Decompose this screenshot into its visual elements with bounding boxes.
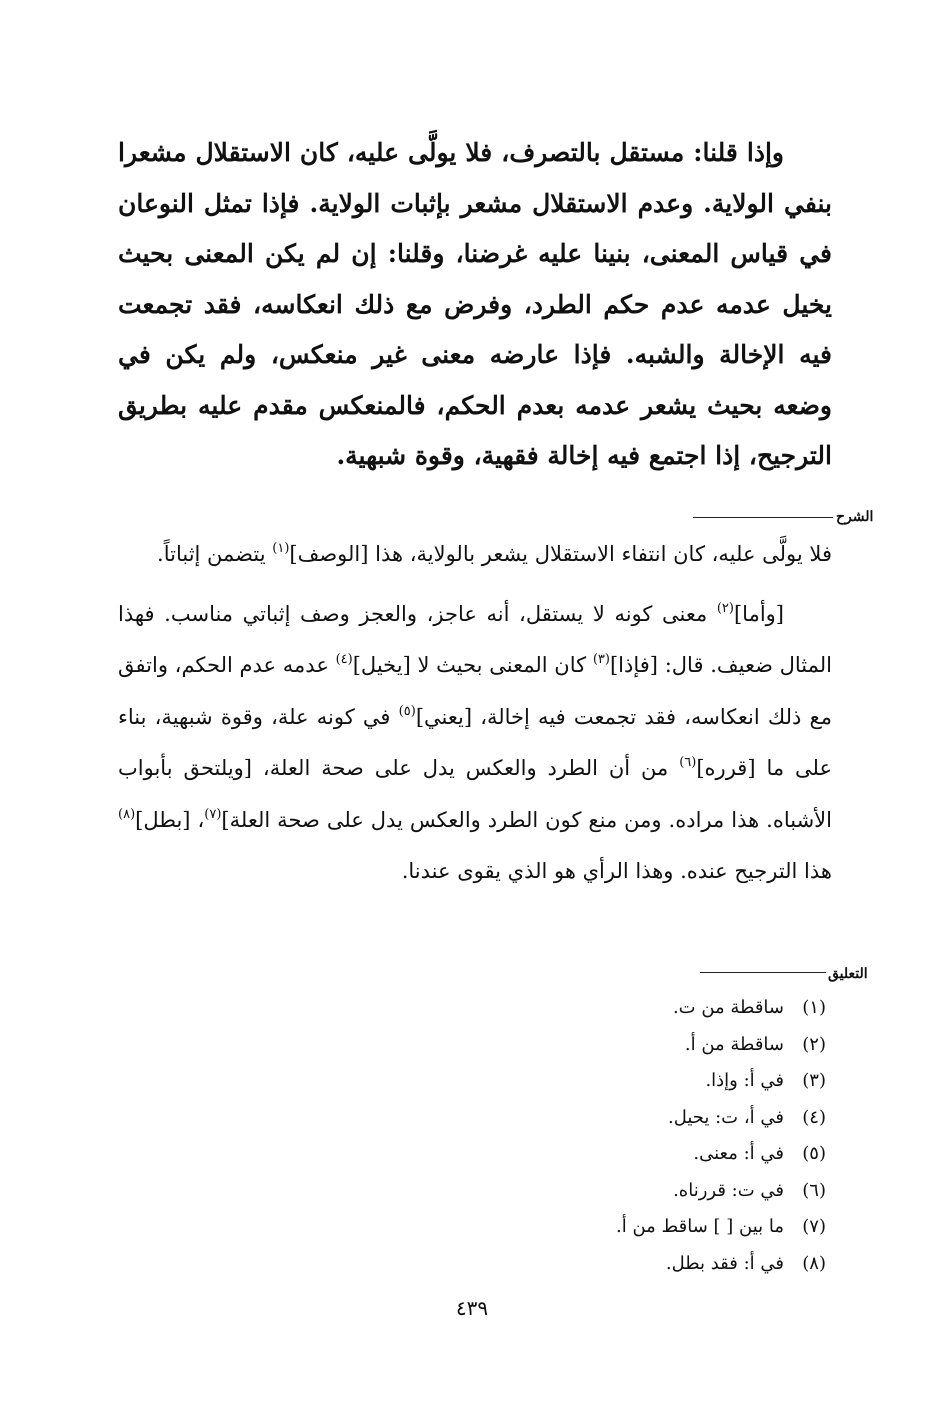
footnote-marker: (٣) [592, 652, 610, 667]
commentary-paragraph-2 [118, 589, 832, 898]
commentary-text: معنى كونه لا يستقل، أنه عاجز، والعجز وصف إثباتي مناسب. فهذا المثال ضعيف. قال: [فإذا] [118, 601, 832, 677]
footnote-marker: (١) [272, 541, 290, 556]
commentary-block [118, 529, 832, 898]
commentary-text: من أن الطرد والعكس يدل على صحة العلة، [ويلتحق بأبواب الأشباه. هذا مراده. ومن منع كون الطرد والعكس يدل على صحة العلة] [118, 756, 832, 832]
commentary-text: هذا الترجيح عنده. وهذا الرأي هو الذي يقوى عندنا. [401, 859, 832, 883]
commentary-text: في كونه علة، وقوة شبهية، بناء على ما [قرره] [118, 704, 832, 780]
footnote-text: في أ: فقد بطل. [665, 1252, 784, 1274]
notes-label: التعليق [828, 966, 868, 982]
footnote-number: (٤) [802, 1106, 826, 1128]
commentary-label: الشرح [836, 509, 874, 525]
footnote-item [426, 1246, 826, 1283]
footnote-number: (١) [802, 997, 826, 1018]
commentary-text: ، [بطل] [135, 807, 205, 832]
main-text-block [118, 128, 832, 482]
footnote-item [426, 1100, 826, 1137]
commentary-text: كان المعنى بحيث لا [يخيل] [352, 653, 593, 677]
footnote-text: في أ: وإذا. [705, 1070, 784, 1091]
footnote-item [426, 990, 826, 1027]
footnote-marker: (٤) [335, 652, 353, 667]
footnote-marker: (٨) [118, 806, 136, 822]
footnote-number: (٦) [802, 1179, 826, 1201]
footnote-item [426, 1027, 826, 1064]
footnote-item [426, 1063, 826, 1100]
footnote-number: (٥) [802, 1143, 826, 1164]
footnote-number: (٧) [802, 1216, 826, 1237]
footnote-number: (٢) [802, 1033, 826, 1055]
commentary-separator-line [693, 517, 833, 518]
footnote-text: في أ: معنى. [693, 1143, 784, 1164]
page-number: ٤٣٩ [455, 1296, 489, 1320]
commentary-text: فلا يولَّى عليه، كان انتفاء الاستقلال يشعر بالولاية، هذا [الوصف] [289, 542, 832, 566]
main-text-paragraph: وإذا قلنا: مستقل بالتصرف، فلا يولَّى عليه، كان الاستقلال مشعرا بنفي الولاية. وعدم الاستقلال مشعر بإثبات الولاية. فإذا تمثل النوعان في قياس المعنى، بنينا عليه غرضنا، وقلنا: إن لم يكن المعنى بحيث يخيل عدمه عدم حكم الطرد، وفرض مع ذلك انعكاسه، فقد تجمعت فيه الإخالة والشبه. فإذا عارضه معنى غير منعكس، ولم يكن في وضعه بحيث يشعر عدمه بعدم الحكم، فالمنعكس مقدم عليه بطريق الترجيح، إذا اجتمع فيه إخالة فقهية، وقوة شبهية. [118, 138, 832, 470]
footnote-item [426, 1209, 826, 1246]
footnote-text: في ت: قررناه. [673, 1179, 784, 1201]
footnote-marker: (٢) [716, 600, 734, 616]
commentary-text: [وأما] [733, 601, 784, 626]
footnote-number: (٣) [802, 1070, 826, 1091]
commentary-text: عدمه عدم الحكم، واتفق مع ذلك انعكاسه، فقد تجمعت فيه إخالة، [يعني] [118, 653, 832, 729]
footnotes-list [426, 990, 826, 1282]
footnote-marker: (٧) [204, 806, 222, 822]
footnote-item [426, 1173, 826, 1210]
footnote-text: ساقطة من أ. [684, 1033, 784, 1055]
footnote-item [426, 1136, 826, 1173]
footnote-text: ما بين [ ] ساقط من أ. [616, 1216, 784, 1237]
footnote-text: ساقطة من ت. [672, 997, 784, 1018]
footnote-marker: (٦) [679, 755, 697, 770]
footnote-marker: (٥) [398, 703, 416, 719]
commentary-text: يتضمن إثباتاً. [157, 542, 273, 566]
footnote-number: (٨) [802, 1252, 826, 1274]
notes-separator-line [700, 972, 826, 973]
footnote-text: في أ، ت: يحيل. [667, 1106, 784, 1128]
commentary-paragraph-1 [118, 529, 832, 581]
